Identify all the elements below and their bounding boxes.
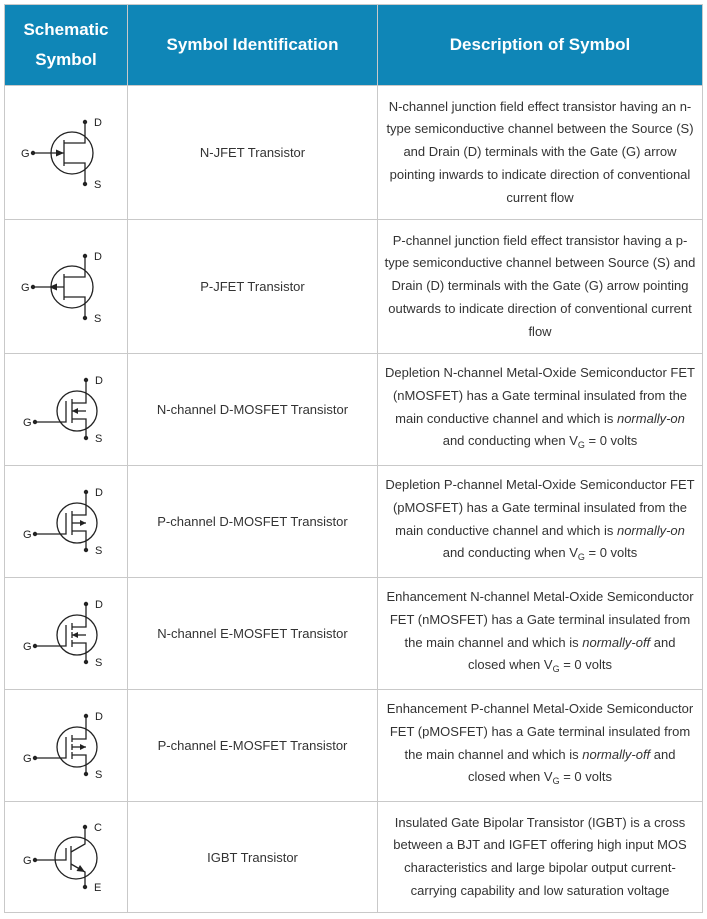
table-row <box>5 466 703 578</box>
drain-label: D <box>94 116 102 129</box>
gate-label: G <box>23 752 32 765</box>
symbol-description: Depletion P-channel Metal-Oxide Semiconductor FET (pMOSFET) has a Gate terminal insulated from the main conductive channel and which is normally-on and conducting when $V_G = 0$ volts <box>378 466 703 578</box>
symbol-description: Insulated Gate Bipolar Transistor (IGBT) is a cross between a BJT and IGFET offering high input MOS characteristics and large bipolar output current-carrying capability and low saturation voltage <box>378 802 703 913</box>
n-channel-d-mosfet-symbol-icon <box>11 370 121 450</box>
symbol-cell <box>5 578 128 690</box>
symbol-identification: N-channel E-MOSFET Transistor <box>128 578 378 690</box>
gate-label: G <box>23 640 32 653</box>
table-header-row <box>5 5 703 86</box>
symbol-cell <box>5 466 128 578</box>
header-schematic-symbol: Schematic Symbol <box>5 5 128 86</box>
symbol-cell <box>5 220 128 354</box>
symbol-description: Enhancement P-channel Metal-Oxide Semiconductor FET (pMOSFET) has a Gate terminal insulated from the main channel and which is normally-off and closed when $V_G = 0$ volts <box>378 690 703 802</box>
igbt-symbol-icon <box>11 817 121 897</box>
source-label: S <box>95 656 103 669</box>
symbol-identification: P-channel E-MOSFET Transistor <box>128 690 378 802</box>
header-description: Description of Symbol <box>378 5 703 86</box>
transistor-symbols-table <box>4 4 703 913</box>
gate-label: G <box>23 855 32 867</box>
transistor-symbols-table-container <box>4 4 703 913</box>
symbol-identification: N-channel D-MOSFET Transistor <box>128 354 378 466</box>
table-row <box>5 690 703 802</box>
table-row <box>5 86 703 220</box>
emitter-label: E <box>94 882 102 894</box>
p-channel-e-mosfet-symbol-icon <box>11 706 121 786</box>
drain-label: D <box>95 486 103 499</box>
drain-label: D <box>95 710 103 723</box>
gate-label: G <box>21 281 30 294</box>
symbol-description: P-channel junction field effect transistor having a p-type semiconductive channel between Source (S) and Drain (D) terminals with the Gate (G) arrow pointing outwards to indicate direction of conventional current flow <box>378 220 703 354</box>
n-jfet-symbol-icon <box>11 108 121 198</box>
source-label: S <box>94 312 102 325</box>
source-label: S <box>95 432 103 445</box>
symbol-identification: IGBT Transistor <box>128 802 378 913</box>
header-symbol-identification: Symbol Identification <box>128 5 378 86</box>
p-channel-d-mosfet-symbol-icon <box>11 482 121 562</box>
table-row <box>5 578 703 690</box>
p-jfet-symbol-icon <box>11 242 121 332</box>
source-label: S <box>94 178 102 191</box>
symbol-identification: P-JFET Transistor <box>128 220 378 354</box>
symbol-cell <box>5 690 128 802</box>
symbol-description: N-channel junction field effect transistor having an n-type semiconductive channel between the Source (S) and Drain (D) terminals with the Gate (G) arrow pointing inwards to indicate direction of conventional current flow <box>378 86 703 220</box>
table-row <box>5 220 703 354</box>
gate-label: G <box>23 528 32 541</box>
symbol-identification: P-channel D-MOSFET Transistor <box>128 466 378 578</box>
drain-label: D <box>94 250 102 263</box>
table-row <box>5 354 703 466</box>
gate-label: G <box>23 416 32 429</box>
symbol-description: Enhancement N-channel Metal-Oxide Semiconductor FET (nMOSFET) has a Gate terminal insulated from the main channel and which is normally-off and closed when $V_G = 0$ volts <box>378 578 703 690</box>
symbol-cell <box>5 86 128 220</box>
gate-label: G <box>21 147 30 160</box>
drain-label: D <box>95 374 103 387</box>
symbol-description: Depletion N-channel Metal-Oxide Semiconductor FET (nMOSFET) has a Gate terminal insulated from the main conductive channel and which is normally-on and conducting when $V_G = 0$ volts <box>378 354 703 466</box>
n-channel-e-mosfet-symbol-icon <box>11 594 121 674</box>
symbol-cell <box>5 354 128 466</box>
source-label: S <box>95 544 103 557</box>
source-label: S <box>95 768 103 781</box>
symbol-identification: N-JFET Transistor <box>128 86 378 220</box>
collector-label: C <box>94 822 102 834</box>
drain-label: D <box>95 598 103 611</box>
symbol-cell <box>5 802 128 913</box>
table-row <box>5 802 703 913</box>
